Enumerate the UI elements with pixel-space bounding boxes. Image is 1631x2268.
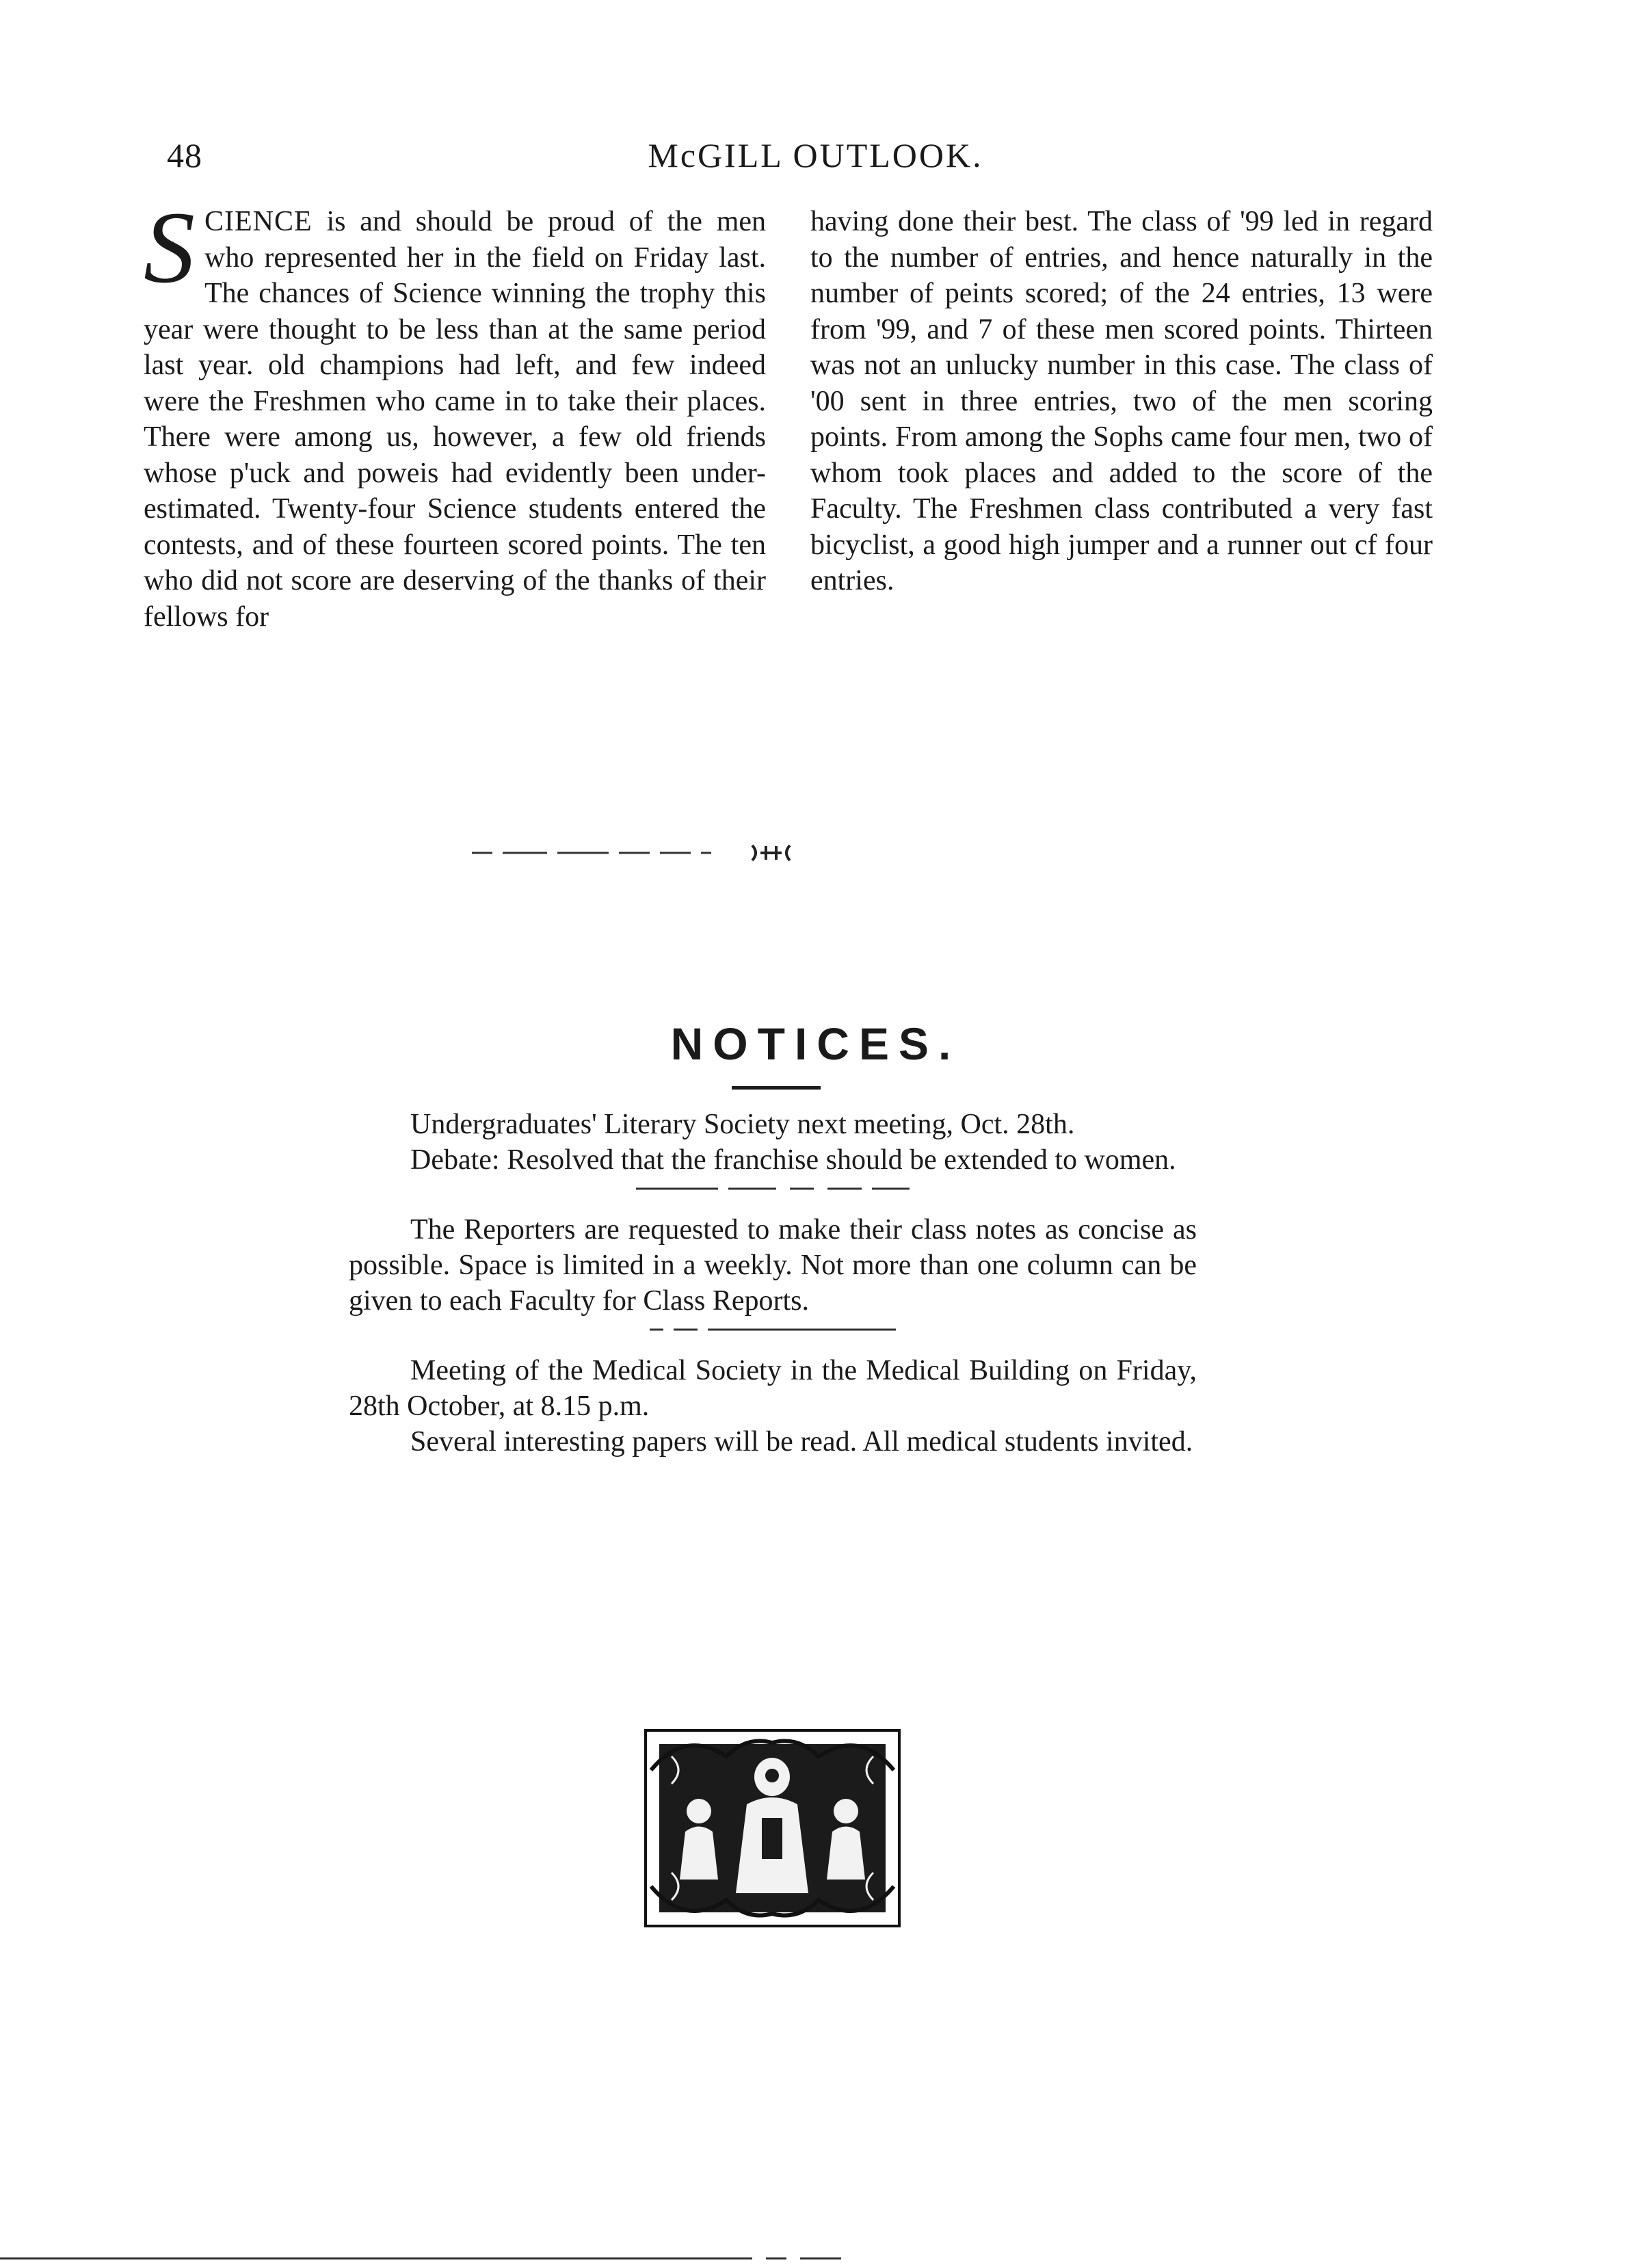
notice-separator [636, 1324, 910, 1335]
drop-cap: S [144, 191, 195, 304]
notice-papers: Several interesting papers will be read. All medical students invited. [410, 1426, 1193, 1458]
page-number: 48 [167, 136, 202, 174]
ornamental-divider [465, 843, 903, 863]
notices-section [349, 1107, 1197, 1460]
running-head-title: McGILL OUTLOOK. [648, 136, 983, 174]
article-left-column [144, 191, 766, 635]
bottom-edge-rule [0, 2257, 1631, 2260]
notice-separator [636, 1183, 910, 1194]
first-word-small-caps: CIENCE [204, 206, 313, 237]
right-column-text: having done their best. The class of '99 led in regard to the number of entries, and hence naturally in the number of peints scored; of the 24 entries, 13 were from '99, and 7 of these men scored points. Thirteen was not an unlucky number in this case. The class of '00 sent in three entries, two of the men scoring points. From among the Sophs came four men, two of whom took places and added to the score of the Faculty. The Freshmen class contributed a very fast bicyclist, a good high jumper and a runner out cf four entries. [810, 206, 1433, 596]
notice-reporters: The Reporters are requested to make their class notes as concise as possible. Space is limited in a weekly. Not more than one column can be given to each Faculty for Class Reports. [349, 1214, 1197, 1317]
ornamental-vignette [644, 1729, 901, 1927]
notices-heading: NOTICES. [670, 1018, 961, 1069]
article-right-column [810, 204, 1433, 599]
notice-medical-society: Meeting of the Medical Society in the Medical Building on Friday, 28th October, at 8.15 p.m. [349, 1355, 1197, 1422]
notice-debate: Debate: Resolved that the franchise should be extended to women. [410, 1144, 1176, 1176]
heading-rule [732, 1086, 821, 1090]
article-paragraph [144, 191, 766, 635]
notice-literary-society: Undergraduates' Literary Society next meeting, Oct. 28th. [410, 1109, 1075, 1140]
left-column-text: is and should be proud of the men who represented her in the field on Friday last. The chances of Science winning the trophy this year were thought to be less than at the same period last year. old champions had left, and few indeed were the Freshmen who came in to take their places. There were among us, however, a few old friends whose p'uck and poweis had evidently been under-estimated. Twenty-four Science students entered the contests, and of these fourteen scored points. The ten who did not score are deserving of the thanks of their fellows for [144, 206, 766, 633]
